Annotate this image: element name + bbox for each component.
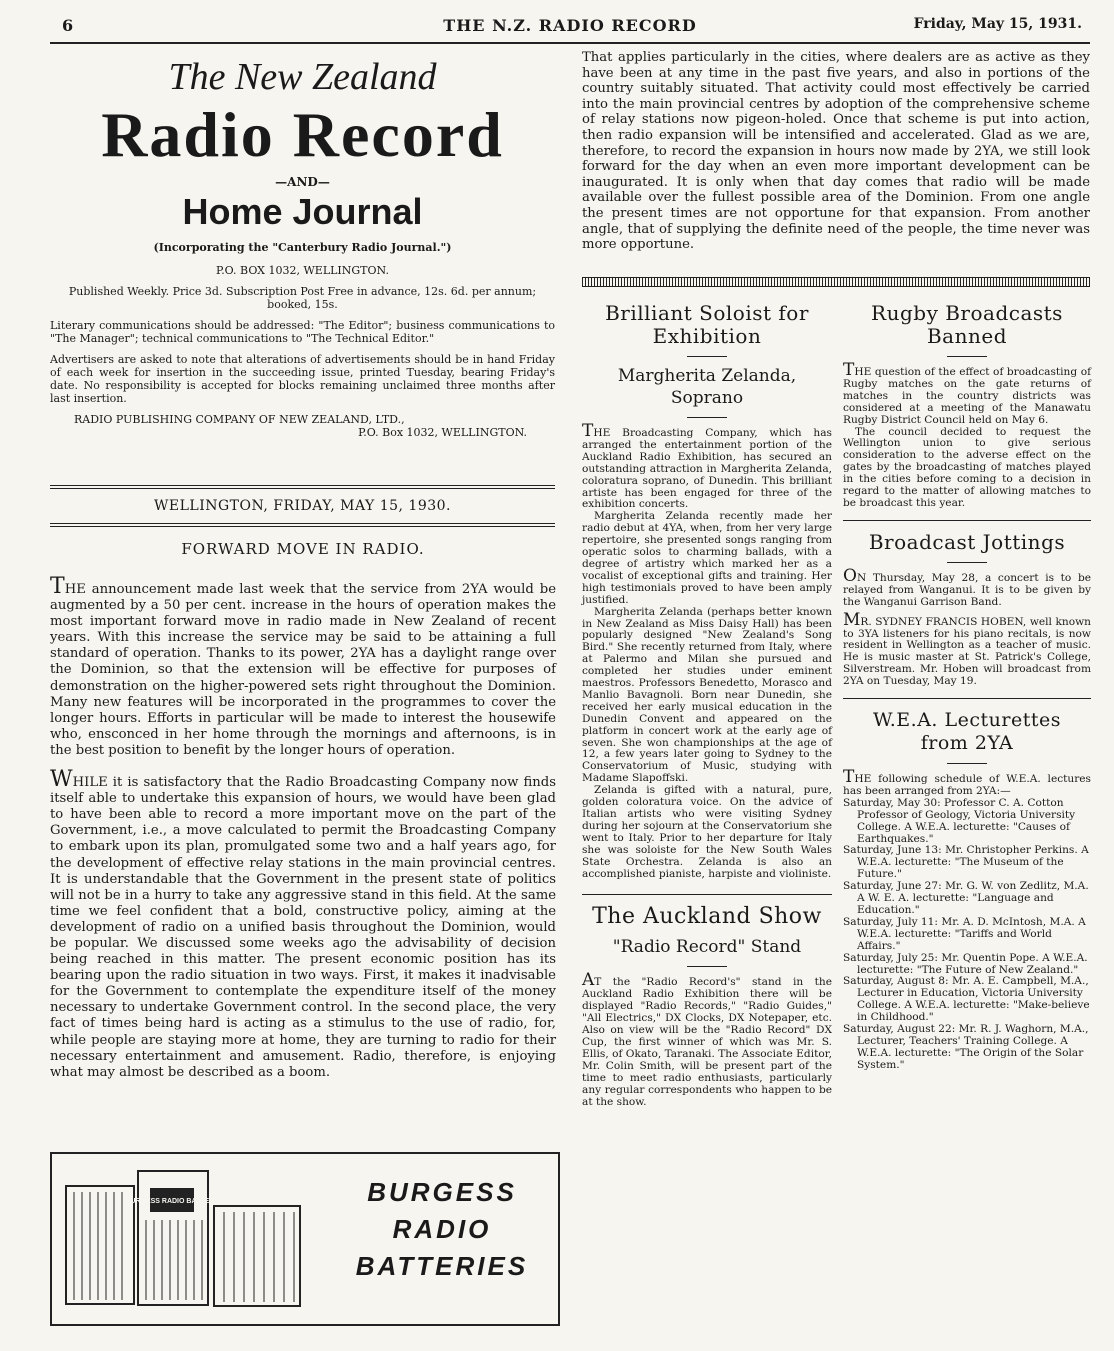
editorial-title: FORWARD MOVE IN RADIO. bbox=[181, 540, 425, 558]
company-name: RADIO PUBLISHING COMPANY OF NEW ZEALAND, LTD., bbox=[74, 413, 405, 426]
schedule-item: Saturday, May 30: Professor C. A. Cotton Professor of Geology, Victoria University College. A W.E.A. lecturette: "Causes of Earthquakes." bbox=[843, 796, 1076, 845]
article-paragraph: AT the "Radio Record's" stand in the Auckland Radio Exhibition there will be displayed "Radio Records," "Radio Guides," "All Electrics," DX Clocks, DX Notepaper, etc. Also on view will be the "Radio Record" DX Cup, the first winner of which was Mr. S. Ellis, of Okato, Taranaki. The Associate Editor, Mr. Colin Smith, will be present part of the time to meet radio enthusiasts, particularly any regular correspondents who happen to be at the show. bbox=[582, 970, 832, 1108]
article-paragraph: MR. SYDNEY FRANCIS HOBEN, well known to 3YA listeners for his piano recitals, is now resident in Wellington as a teacher of music. He is music master at St. Patrick's College, Silverstream. Mr. Hoben will broadcast from 2YA on Tuesday, May 19. bbox=[843, 609, 1091, 688]
soloist-headline: Brilliant Soloist for Exhibition bbox=[605, 301, 809, 348]
drop-cap: A bbox=[582, 970, 595, 991]
running-head bbox=[50, 14, 1090, 44]
advert-line: BATTERIES bbox=[355, 1251, 529, 1281]
drop-cap: O bbox=[843, 565, 857, 586]
divider bbox=[582, 894, 832, 895]
publisher-company bbox=[50, 413, 555, 439]
masthead bbox=[50, 55, 555, 439]
editorial-paragraph: WHILE it is satisfactory that the Radio Broadcasting Company now finds itself able to undertake this expansion of hours, we would have been glad to have been able to record a more important move on the part of the Government, i.e., a move calculated to permit the Broadcasting Company to embark upon its plan, promulgated some two and a half years ago, for the development of effective relay stations in the main provincial centres. It is understandable that the Government in the present state of politics will not be in a hurry to take any aggressive stand in this field. At the same time we feel confident that a bold, constructive policy, aiming at the development of radio on a unified basis throughout the Dominion, would be popular. We discussed some weeks ago the advisability of decision being reached in this matter. The present economic position has its bearing upon the radio situation in two ways. First, it makes it inadvisable for the Government to contemplate the expenditure itself of the money necessary to undertake Government control. In the second place, the very fact of times being hard is acting as a stimulus to the use of radio, for, while people are staying more at home, they are turning to radio for their necessary entertainment and amusement. Radio, therefore, is enjoying what may almost be described as a boom. bbox=[50, 767, 556, 1080]
jottings-headline: Broadcast Jottings bbox=[868, 529, 1066, 554]
editorial-paragraph: THE announcement made last week that the service from 2YA would be augmented by a 50 per cent. increase in the hours of operation makes the most important forward move in radio made in New Zealand of recent years. With this increase the service may be said to be attaining a full standard of operation. Thanks to its power, 2YA has a daylight range over the Dominion, so that the extension will be effective for purposes of demonstration on the higher-powered sets right throughout the Dominion. Many new features will be incorporated in the programmes to cover the longer hours. Efforts in particular will be made to interest the housewife who, ensconced in her home through the mornings and afternoons, is in the best position to benefit by the longer hours of operation. bbox=[50, 574, 556, 758]
dateline: WELLINGTON, FRIDAY, MAY 15, 1930. bbox=[154, 498, 451, 514]
ornamental-divider bbox=[582, 277, 1090, 287]
article-paragraph: ON Thursday, May 28, a concert is to be relayed from Wanganui. It is to be given by the Wanganui Garrison Band. bbox=[843, 565, 1091, 608]
divider bbox=[687, 356, 727, 357]
auckland-headline: The Auckland Show bbox=[592, 904, 822, 930]
column-right bbox=[843, 302, 1091, 1072]
editorial-paragraph: That applies particularly in the cities, where dealers are as active as they have been at any time in the past five years, and also in portions of the country suitably situated. That activity could most effectively be carried into the main provincial centres by adoption of the comprehensive scheme of relay stations now pigeon-holed. Once that scheme is put into action, then radio expansion will be intensified and accelerated. Glad as we are, therefore, to record the expansion in hours now made by 2YA, we still look forward for the day when an even more important development can be inaugurated. It is only when that day comes that radio will be made available over the fullest possible area of the Dominion. From one angle the present times are not opportune for that expansion. From another angle, that of supplying the definite need of the people, the time never was more opportune. bbox=[582, 50, 1090, 253]
advert-line: RADIO bbox=[392, 1214, 492, 1244]
editorial-continued bbox=[582, 50, 1090, 253]
masthead-radio-record: Radio Record bbox=[101, 99, 504, 170]
column-left bbox=[582, 302, 832, 1108]
masthead-incorporating: (Incorporating the "Canterbury Radio Journal.") bbox=[153, 241, 452, 254]
advert-brand bbox=[342, 1174, 542, 1285]
drop-cap: T bbox=[843, 360, 855, 380]
masthead-po-box: P.O. BOX 1032, WELLINGTON. bbox=[216, 264, 389, 277]
soloist-subheadline: Margherita Zelanda, Soprano bbox=[617, 366, 797, 408]
wea-headline: W.E.A. Lecturettes from 2YA bbox=[873, 709, 1061, 755]
battery-illustration bbox=[64, 1166, 304, 1311]
article-paragraph: THE question of the effect of broadcasting of Rugby matches on the gate returns of matches in the country districts was considered at a meeting of the Manawatu Rugby District Council held on May 6. bbox=[843, 360, 1091, 426]
divider bbox=[687, 966, 727, 967]
divider bbox=[947, 763, 987, 764]
article-paragraph: Margherita Zelanda (perhaps better known in New Zealand as Miss Daisy Hall) has been popularly designed "New Zealand's Song Bird." She recently returned from Italy, where at Palermo and Milan she pursued and completed her studies under eminent maestros. Professors Benedetto, Morasco and Manlio Bavagnoli. Born near Dunedin, she received her early musical education in the Dunedin Convent and appeared on the platform in concert work at the early age of seven. She won championships at the age of 12, a few years later going to Sydney to the Conservatorium of Music, studying with Madame Slapoffski. bbox=[582, 605, 832, 785]
dateline-block bbox=[50, 485, 555, 527]
drop-cap: W bbox=[50, 767, 73, 793]
burgess-advertisement bbox=[50, 1152, 560, 1326]
masthead-home-journal: Home Journal bbox=[182, 191, 423, 232]
rugby-headline: Rugby Broadcasts Banned bbox=[871, 301, 1063, 348]
publishing-details: Published Weekly. Price 3d. Subscription Post Free in advance, 12s. 6d. per annum; booked, 15s. bbox=[68, 285, 537, 311]
article-paragraph: THE Broadcasting Company, which has arranged the entertainment portion of the Auckland Radio Exhibition, has secured an outstanding attraction in Margherita Zelanda, coloratura soprano, of Dunedin. This brilliant artiste has been engaged for three of the exhibition concerts. bbox=[582, 421, 832, 511]
advert-line: BURGESS bbox=[367, 1177, 517, 1207]
literary-notice: Literary communications should be addressed: "The Editor"; business communications to "The Manager"; technical communications to "The Technical Editor." bbox=[50, 319, 555, 345]
divider bbox=[687, 417, 727, 418]
schedule-item: Saturday, June 27: Mr. G. W. von Zedlitz, M.A. A W. E. A. lecturette: "Language and Education." bbox=[843, 880, 1089, 916]
publication-title: THE N.Z. RADIO RECORD bbox=[443, 16, 697, 35]
divider bbox=[843, 520, 1091, 521]
advertisers-notice: Advertisers are asked to note that alterations of advertisements should be in hand Friday of each week for insertion in the succeeding issue, printed Tuesday, bearing Friday's date. No responsibility is accepted for blocks remaining unclaimed three months after last insertion. bbox=[50, 353, 555, 405]
article-paragraph: THE following schedule of W.E.A. lectures has been arranged from 2YA:— bbox=[843, 767, 1091, 797]
drop-cap: M bbox=[843, 609, 861, 630]
article-paragraph: The council decided to request the Wellington union to give serious consideration to the adverse effect on the gates by the broadcasting of matches played in the cities before coming to a decision in regard to the matter of allowing matches to be broadcast this year. bbox=[843, 425, 1091, 509]
editorial bbox=[50, 540, 556, 1095]
divider bbox=[947, 356, 987, 357]
divider bbox=[50, 523, 555, 527]
auckland-subheadline: "Radio Record" Stand bbox=[612, 937, 802, 958]
drop-cap: T bbox=[50, 574, 65, 599]
page-number: 6 bbox=[62, 16, 74, 35]
schedule-item: Saturday, August 22: Mr. R. J. Waghorn, M.A., Lecturer, Teachers' Training College. A W.E.A. lecturette: "The Origin of the Solar System." bbox=[843, 1023, 1089, 1071]
issue-date: Friday, May 15, 1931. bbox=[913, 16, 1082, 32]
drop-cap: T bbox=[843, 767, 855, 788]
drop-cap: T bbox=[582, 421, 594, 441]
lecture-schedule bbox=[843, 798, 1091, 1072]
company-box: P.O. Box 1032, WELLINGTON. bbox=[358, 426, 527, 439]
divider bbox=[947, 562, 987, 563]
article-paragraph: Zelanda is gifted with a natural, pure, golden coloratura voice. On the advice of Italian artists who were visiting Sydney during her sojourn at the Conservatorium she went to Italy. Prior to her departure for Italy she was soloiste for the New South Wales State Orchestra. Zelanda is also an accomplished pianiste, harpiste and violiniste. bbox=[582, 784, 832, 880]
masthead-and: —AND— bbox=[275, 175, 330, 189]
divider bbox=[843, 698, 1091, 699]
battery-label: BURGESS RADIO BATTERY bbox=[125, 1198, 219, 1205]
masthead-the-new-zealand: The New Zealand bbox=[168, 56, 437, 98]
schedule-item: Saturday, July 11: Mr. A. D. McIntosh, M.A. A W.E.A. lecturette: "Tariffs and World Affairs." bbox=[843, 915, 1086, 952]
schedule-item: Saturday, August 8: Mr. A. E. Campbell, M.A., Lecturer in Education, Victoria University College. A W.E.A. lecturette: "Make-believe in Childhood." bbox=[843, 975, 1090, 1024]
schedule-item: Saturday, June 13: Mr. Christopher Perkins. A W.E.A. lecturette: "The Museum of the Future." bbox=[843, 844, 1089, 881]
article-paragraph: Margherita Zelanda recently made her radio debut at 4YA, when, from her very large repertoire, she presented songs ranging from operatic solos to charming ballads, with a degree of artistry which marked her as a vocalist of exceptional gifts and training. Her high testimonials proved to have been amply justified. bbox=[582, 510, 832, 606]
schedule-item: Saturday, July 25: Mr. Quentin Pope. A W.E.A. lecturette: "The Future of New Zealand." bbox=[843, 951, 1088, 976]
